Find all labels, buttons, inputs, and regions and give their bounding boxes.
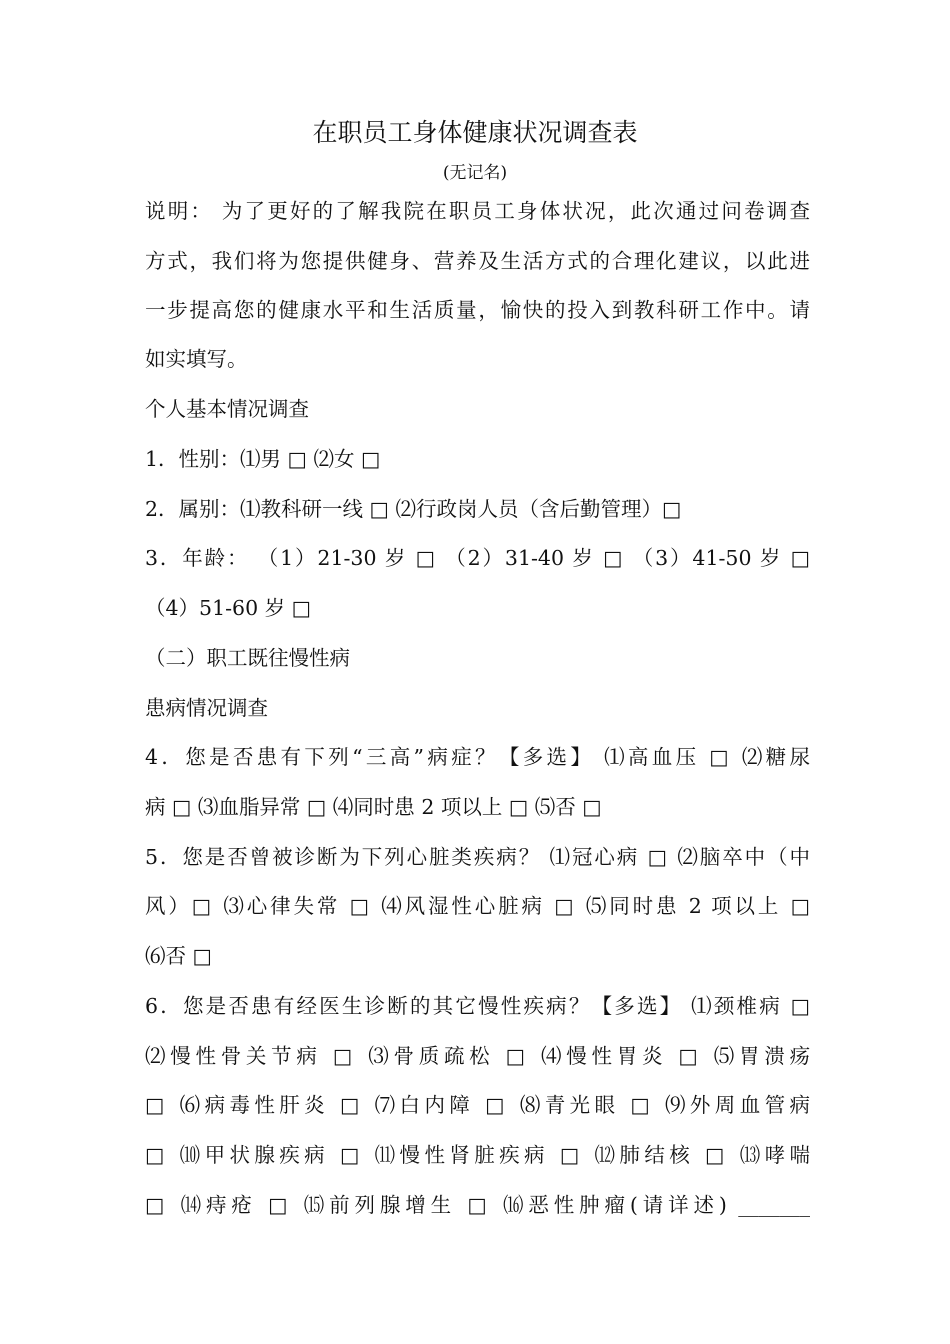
question-chronic-disease-continued: □ ⑹病毒性肝炎 □ ⑺白内障 □ ⑻青光眼 □ ⑼外周血管病 [145,1093,810,1117]
question-category: 2．属别：⑴教科研一线 □ ⑵行政岗人员（含后勤管理）□ [145,497,682,521]
intro-line: 方式，我们将为您提供健身、营养及生活方式的合理化建议，以此进 [145,249,810,273]
question-age-continued: （4）51-60 岁 □ [145,596,312,620]
question-three-highs-continued: 病 □ ⑶血脂异常 □ ⑷同时患 2 项以上 □ ⑸否 □ [145,795,602,819]
question-heart-disease-continued: ⑹否 □ [145,944,212,968]
page-title: 在职员工身体健康状况调查表 [312,118,638,147]
section-heading: 个人基本情况调查 [145,397,309,421]
question-chronic-disease-continued: □ ⒁痔疮 □ ⒂前列腺增生 □ ⒃恶性肿瘤(请详述) _______ [145,1193,810,1217]
question-heart-disease: 5．您是否曾被诊断为下列心脏类疾病？ ⑴冠心病 □ ⑵脑卒中（中 [145,845,810,869]
question-age: 3．年龄： （1）21-30 岁 □ （2）31-40 岁 □ （3）41-50 岁 □ [145,546,810,570]
intro-line: 如实填写。 [145,347,248,371]
question-chronic-disease-continued: □ ⑽甲状腺疾病 □ ⑾慢性肾脏疾病 □ ⑿肺结核 □ ⒀哮喘 [145,1143,810,1167]
section-heading: 患病情况调查 [145,696,268,720]
page-subtitle: (无记名) [442,163,508,183]
question-heart-disease-continued: 风）□ ⑶心律失常 □ ⑷风湿性心脏病 □ ⑸同时患 2 项以上 □ [145,894,810,918]
intro-line: 一步提高您的健康水平和生活质量，愉快的投入到教科研工作中。请 [145,298,810,322]
question-chronic-disease: 6．您是否患有经医生诊断的其它慢性疾病？【多选】 ⑴颈椎病 □ [145,994,810,1018]
question-chronic-disease-continued: ⑵慢性骨关节病 □ ⑶骨质疏松 □ ⑷慢性胃炎 □ ⑸胃溃疡 [145,1044,810,1068]
intro-line: 说明： 为了更好的了解我院在职员工身体状况，此次通过问卷调查 [145,199,810,223]
question-three-highs: 4．您是否患有下列“三高”病症？【多选】 ⑴高血压 □ ⑵糖尿 [145,745,810,769]
section-heading: （二）职工既往慢性病 [145,646,350,670]
question-gender: 1．性别：⑴男 □ ⑵女 □ [145,447,381,471]
